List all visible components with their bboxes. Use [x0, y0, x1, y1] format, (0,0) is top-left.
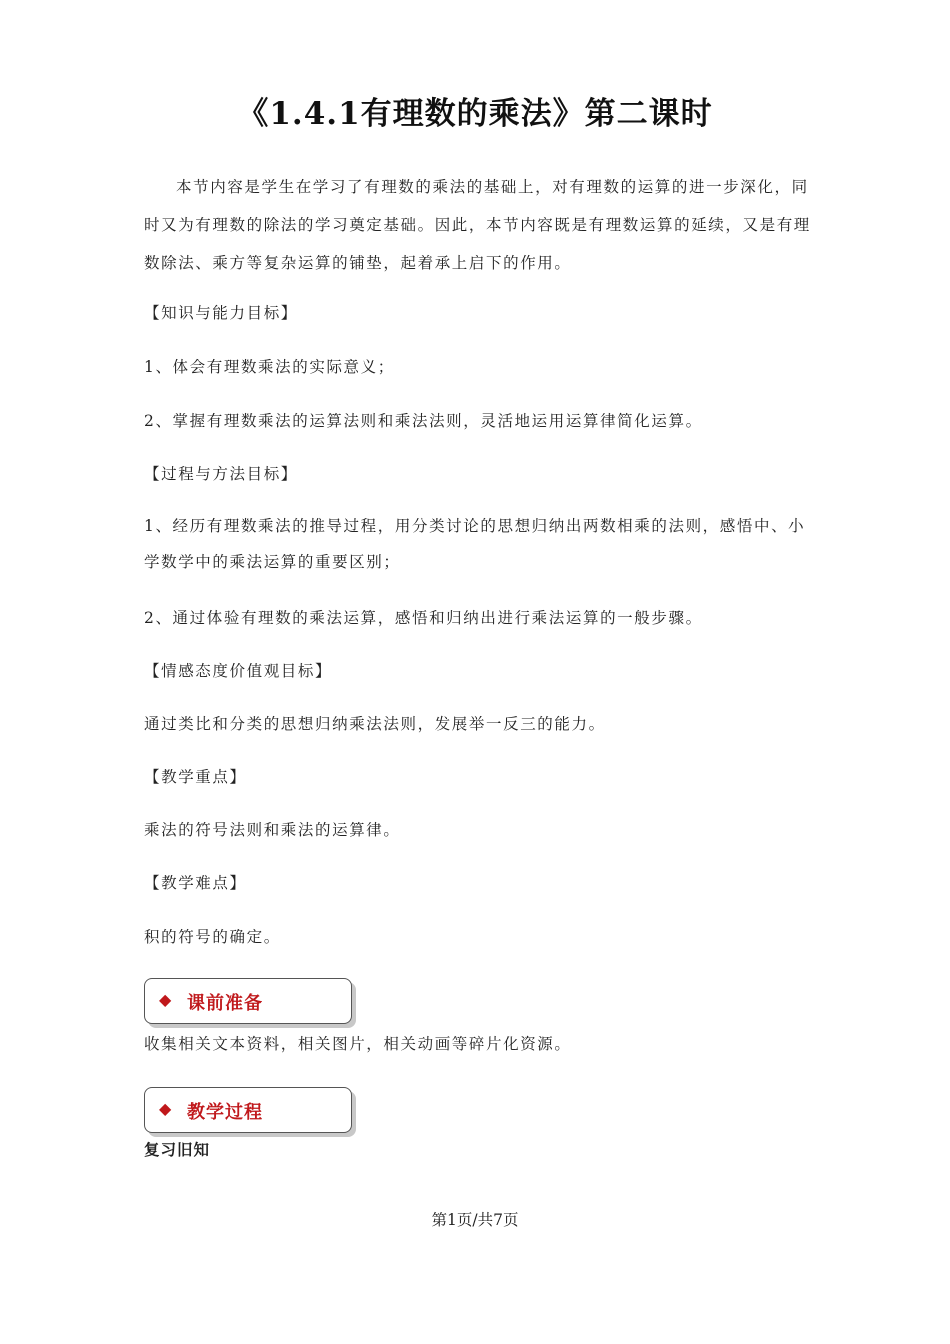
emotion-item-1: 通过类比和分类的思想归纳乘法法则，发展举一反三的能力。: [144, 715, 606, 733]
difficulty-item: 积的符号的确定。: [144, 928, 281, 946]
process-item-2: 2、通过体验有理数的乘法运算，感悟和归纳出进行乘法运算的一般步骤。: [144, 609, 703, 627]
document-title: 《1.4.1有理数的乘法》第二课时: [237, 96, 713, 132]
page-number: 第1页/共7页: [431, 1211, 519, 1229]
knowledge-heading: 【知识与能力目标】: [144, 304, 298, 322]
key-points-heading: 【教学重点】: [144, 768, 247, 786]
intro-paragraph: 本节内容是学生在学习了有理数的乘法的基础上，对有理数的运算的进一步深化，同时又为有理数的除法的学习奠定基础。因此，本节内容既是有理数运算的延续，又是有理数除法、乘方等复杂运算的铺垫，起着承上启下的作用。: [144, 178, 811, 272]
review-heading: 复习旧知: [144, 1140, 211, 1159]
process-section-box: [144, 1087, 352, 1133]
difficulty-heading: 【教学难点】: [144, 874, 247, 892]
prep-text: 收集相关文本资料，相关图片，相关动画等碎片化资源。: [144, 1035, 572, 1053]
prep-section-box: [144, 978, 352, 1024]
emotion-heading: 【情感态度价值观目标】: [144, 662, 333, 680]
prep-section-label: 课前准备: [187, 993, 263, 1014]
process-item-1: 1、经历有理数乘法的推导过程，用分类讨论的思想归纳出两数相乘的法则，感悟中、小学数学中的乘法运算的重要区别；: [144, 517, 806, 571]
knowledge-item-1: 1、体会有理数乘法的实际意义；: [144, 358, 395, 376]
process-section-label: 教学过程: [187, 1102, 263, 1123]
process-heading: 【过程与方法目标】: [144, 465, 298, 483]
diamond-icon: ◆: [159, 990, 172, 1009]
knowledge-item-2: 2、掌握有理数乘法的运算法则和乘法法则，灵活地运用运算律简化运算。: [144, 412, 703, 430]
key-points-item: 乘法的符号法则和乘法的运算律。: [144, 821, 401, 839]
diamond-icon: ◆: [159, 1099, 172, 1118]
